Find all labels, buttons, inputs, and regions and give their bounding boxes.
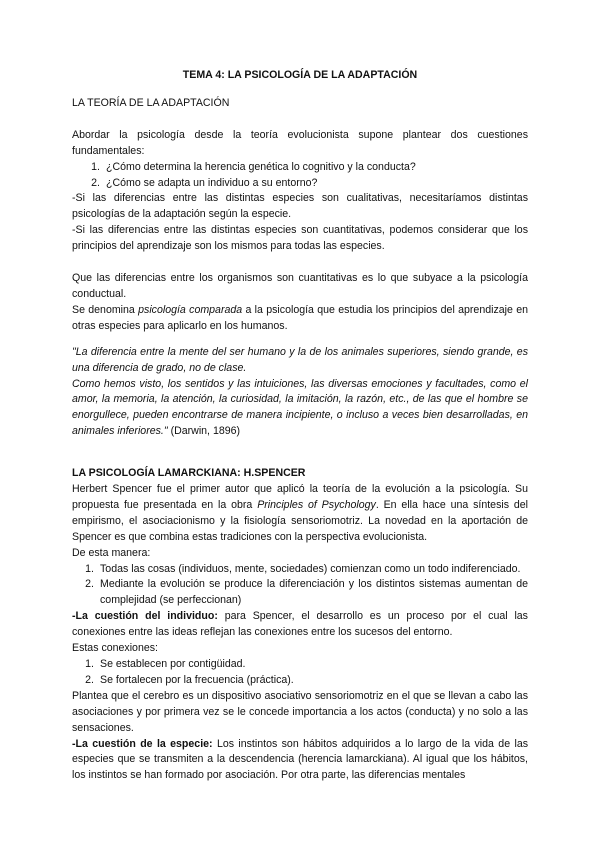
list-number: 1.	[85, 562, 94, 575]
list-number: 2.	[85, 673, 94, 686]
spencer-text-after: . En ella hace una síntesis del empirismo, el asociacionismo y la fisiología sensoriomotriz. La novedad en la aportación de Spencer es que combina estas tradiciones con la perspectiva evolucionista.	[72, 498, 529, 543]
section-heading-spencer: LA PSICOLOGÍA LAMARCKIANA: H.SPENCER	[72, 467, 306, 480]
document-body	[72, 68, 528, 784]
individuo-label: -La cuestión del individuo:	[72, 610, 218, 623]
list-item	[72, 160, 528, 176]
list-text: ¿Cómo determina la herencia genética lo cognitivo y la conducta?	[106, 160, 416, 173]
comparada-term: psicología comparada	[138, 303, 243, 316]
especie-text: Los instintos son hábitos adquiridos a lo largo de la vida de las especies que se transmiten a la descendencia (herencia lamarckiana). Al igual que los hábitos, los instintos se han formado por asociación. Por otra parte, las diferencias mentales	[72, 737, 529, 782]
list-number: 1.	[85, 658, 94, 670]
quantitative-paragraph: -Si las diferencias entre las distintas especies son cuantitativas, podemos considerar que los principios del aprendizaje son los mismos para todas las especies.	[72, 224, 528, 253]
list-number: 2.	[85, 578, 94, 591]
manera-list	[72, 562, 528, 610]
intro-paragraph: Abordar la psicología desde la teoría evolucionista supone plantear dos cuestiones fundamentales:	[72, 128, 528, 157]
spacer	[72, 255, 528, 271]
darwin-citation: (Darwin, 1896)	[167, 425, 241, 438]
spencer-intro-paragraph	[72, 482, 528, 546]
darwin-quote-text: Como hemos visto, los sentidos y las intuiciones, las diversas emociones y facultades, como el amor, la memoria, la atención, la curiosidad, la imitación, la razón, etc., de las que el hombre se enorgullece, pueden encontrarse de manera incipiente, o incluso a veces bien desarrolladas, en animales inferiores."	[72, 377, 528, 438]
comparada-text-before: Se denomina	[72, 303, 139, 316]
questions-list	[72, 160, 528, 192]
cerebro-paragraph: Plantea que el cerebro es un dispositivo asociativo sensoriomotriz en el que se llevan a cabo las asociaciones y por primera vez se le concede importancia a los actos (conducta) y no solo a las sensaciones.	[72, 689, 528, 734]
list-item	[72, 577, 528, 609]
list-text: Se fortalecen por la frecuencia (práctica).	[100, 673, 294, 686]
list-item	[72, 657, 528, 673]
list-number: 1.	[91, 160, 100, 173]
spacer	[72, 440, 528, 466]
section-heading-adaptation: LA TEORÍA DE LA ADAPTACIÓN	[72, 96, 230, 109]
list-number: 2.	[91, 176, 100, 189]
list-item	[72, 176, 528, 192]
list-text: ¿Cómo se adapta un individuo a su entorno?	[106, 176, 318, 189]
conexiones-list	[72, 657, 528, 689]
individuo-paragraph	[72, 609, 528, 641]
darwin-quote-line2	[72, 377, 528, 441]
spacer	[72, 335, 528, 345]
list-item	[72, 673, 528, 689]
comparada-paragraph	[72, 303, 528, 335]
spencer-text-before: Herbert Spencer fue el primer autor que aplicó la teoría de la evolución a la psicología. Su propuesta fue presentada en la obra	[72, 483, 528, 511]
list-item	[72, 562, 528, 578]
spencer-work-title: Principles of Psychology	[257, 498, 376, 511]
manera-label: De esta manera:	[72, 546, 151, 559]
darwin-quote-line1: "La diferencia entre la mente del ser humano y la de los animales superiores, siendo grande, es una diferencia de grado, no de clase.	[72, 345, 528, 374]
conductual-paragraph: Que las diferencias entre los organismos son cuantitativas es lo que subyace a la psicología conductual.	[72, 272, 528, 300]
comparada-text-after: a la psicología que estudia los principios del aprendizaje en otras especies para aplicarlo en los humanos.	[72, 303, 528, 332]
individuo-text: para Spencer, el desarrollo es un proceso por el cual las conexiones entre las ideas reflejan las conexiones entre los sucesos del entorno.	[72, 610, 528, 639]
especie-label: -La cuestión de la especie:	[72, 737, 213, 750]
list-text: Todas las cosas (individuos, mente, sociedades) comienzan como un todo indiferenciado.	[100, 562, 521, 575]
especie-paragraph	[72, 737, 528, 785]
conexiones-label: Estas conexiones:	[72, 642, 158, 655]
list-text: Se establecen por contigüidad.	[100, 658, 246, 670]
qualitative-paragraph: -Si las diferencias entre las distintas especies son cualitativas, necesitaríamos distintas psicologías de la adaptación según la especie.	[72, 192, 528, 221]
document-title: TEMA 4: LA PSICOLOGÍA DE LA ADAPTACIÓN	[182, 69, 418, 81]
list-text: Mediante la evolución se produce la diferenciación y los distintos sistemas aumentan de complejidad (se perfeccionan)	[100, 578, 528, 607]
